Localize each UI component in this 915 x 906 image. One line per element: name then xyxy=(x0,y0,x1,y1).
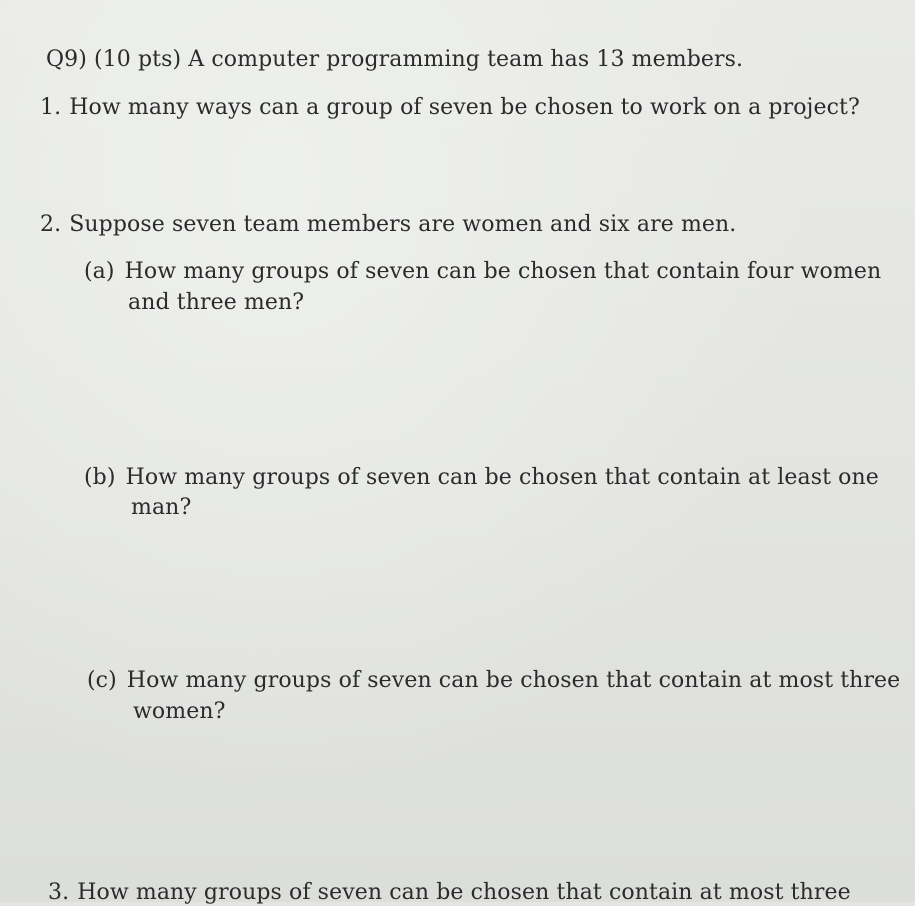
question-2c-text-1: How many groups of seven can be chosen that contain at most three xyxy=(126,668,901,693)
question-2b-label: (b) xyxy=(84,465,116,490)
question-2c-line-1 xyxy=(87,668,900,694)
question-3 xyxy=(48,880,851,906)
question-2a-text-1: How many groups of seven can be chosen that contain four women xyxy=(124,259,882,284)
question-title: Q9) (10 pts) A computer programming team has 13 members. xyxy=(46,47,744,72)
question-2b-text-1: How many groups of seven can be chosen that contain at least one xyxy=(125,465,879,490)
question-1 xyxy=(40,95,860,121)
question-2-text: Suppose seven team members are women and six are men. xyxy=(69,212,737,237)
question-2c-line-2: women? xyxy=(133,699,226,724)
question-2a-label: (a) xyxy=(84,259,115,284)
question-3-number: 3. xyxy=(48,880,70,905)
question-2c-label: (c) xyxy=(87,668,117,693)
question-2a-line-2: and three men? xyxy=(128,290,305,315)
question-2a-line-1 xyxy=(84,259,881,285)
question-3-text: How many groups of seven can be chosen that contain at most three xyxy=(77,880,851,905)
question-1-number: 1. xyxy=(40,95,62,120)
question-2b-line-2: man? xyxy=(131,495,192,520)
question-2 xyxy=(40,212,736,238)
question-2b-line-1 xyxy=(84,465,879,491)
question-2-number: 2. xyxy=(40,212,62,237)
question-1-text: How many ways can a group of seven be chosen to work on a project? xyxy=(69,95,860,120)
